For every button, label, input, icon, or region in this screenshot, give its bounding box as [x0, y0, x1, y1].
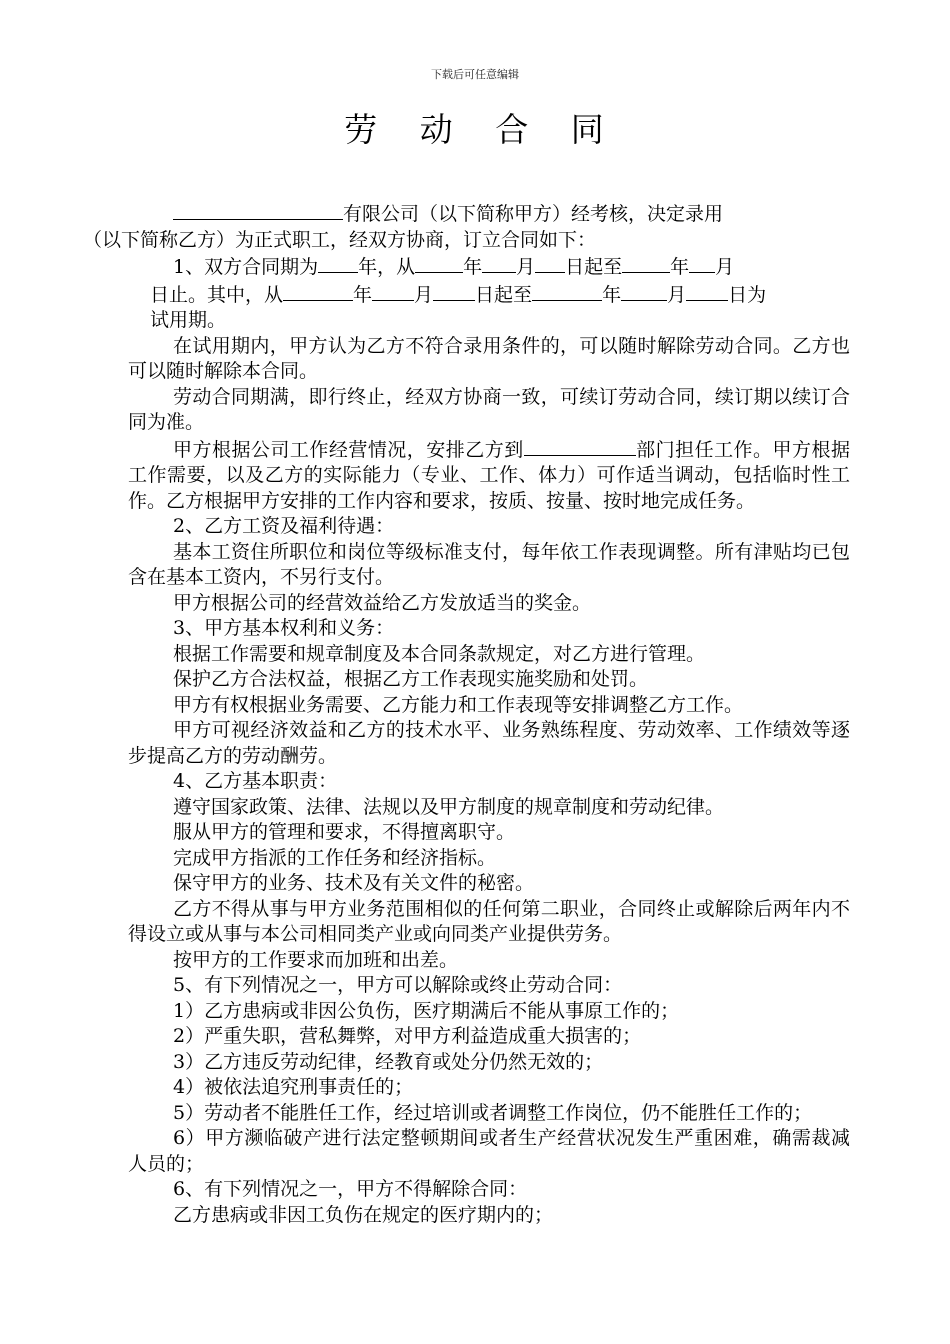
- header-note: 下载后可任意编辑: [431, 68, 519, 81]
- paragraph: 遵守国家政策、法律、法规以及甲方制度的规章制度和劳动纪律。: [173, 795, 725, 818]
- paragraph: 甲方有权根据业务需要、乙方能力和工作表现等安排调整乙方工作。: [173, 693, 744, 716]
- paragraph: 3、甲方基本权利和义务：: [173, 617, 395, 639]
- paragraph: 在试用期内，甲方认为乙方不符合录用条件的，可以随时解除劳动合同。乙方也可以随时解除本合同。: [128, 334, 850, 382]
- paragraph: 按甲方的工作要求而加班和出差。: [173, 948, 459, 971]
- paragraph: 5、有下列情况之一，甲方可以解除或终止劳动合同：: [173, 974, 623, 996]
- blank-field: [283, 281, 353, 301]
- paragraph: 4）被依法追究刑事责任的；: [173, 1076, 414, 1098]
- blank-field: [532, 281, 602, 301]
- paragraph: 4、乙方基本职责：: [173, 770, 338, 792]
- clause-text: 年: [463, 256, 483, 278]
- paragraph: 保守甲方的业务、技术及有关文件的秘密。: [173, 872, 535, 894]
- clause-text: 月: [414, 283, 434, 306]
- blank-field: [535, 253, 565, 273]
- clause-text: 月: [667, 283, 687, 306]
- paragraph: 服从甲方的管理和要求，不得擅离职守。: [173, 821, 516, 843]
- clause-text: 日为: [728, 283, 767, 306]
- dept-text: 甲方根据公司工作经营情况，安排乙方到: [173, 438, 524, 461]
- contract-body: [83, 200, 850, 1228]
- clause-text: 月: [516, 256, 536, 278]
- paragraph: 甲方根据公司的经营效益给乙方发放适当的奖金。: [173, 591, 592, 614]
- clause-text: 试用期。: [150, 309, 227, 331]
- paragraph: 6、有下列情况之一，甲方不得解除合同：: [173, 1178, 528, 1200]
- paragraph: 5）劳动者不能胜任工作，经过培训或者调整工作岗位，仍不能胜任工作的；: [173, 1101, 813, 1124]
- clause-text: 1、双方合同期为: [173, 256, 319, 278]
- intro-paragraph: [83, 200, 850, 253]
- blank-field: [689, 253, 715, 273]
- paragraph: 完成甲方指派的工作任务和经济指标。: [173, 846, 497, 869]
- paragraph: 劳动合同期满，即行终止，经双方协商一致，可续订劳动合同，续订期以续订合同为准。: [128, 385, 850, 433]
- blank-field: [372, 281, 414, 301]
- paragraph: 2、乙方工资及福利待遇：: [173, 515, 395, 537]
- paragraph: 3）乙方违反劳动纪律，经教育或处分仍然无效的；: [173, 1050, 604, 1073]
- paragraph: 6）甲方濒临破产进行法定整顿期间或者生产经营状况发生严重困难，确需裁减人员的；: [128, 1127, 850, 1175]
- department-paragraph: [128, 436, 850, 515]
- paragraph: 保护乙方合法权益，根据乙方工作表现实施奖励和处罚。: [173, 668, 649, 690]
- blank-field: [433, 281, 475, 301]
- clause-text: 日止。其中，从: [150, 283, 284, 306]
- paragraph: 甲方可视经济效益和乙方的技术水平、业务熟练程度、劳动效率、工作绩效等逐步提高乙方的劳动酬劳。: [128, 719, 850, 767]
- clauses-list: [128, 514, 850, 1228]
- clause-1-term-cont: [128, 281, 850, 334]
- clause-text: 年，从: [358, 256, 416, 278]
- dept-text-cont: 部门担任工作。甲方根据工作需要，以及乙方的实际能力（专业、工作、体力）可作适当调动，包括临时性工作。乙方根据甲方安排的工作内容和要求，按质、按量、按时地完成任务。: [128, 438, 850, 512]
- blank-field: [318, 253, 358, 273]
- paragraph: 根据工作需要和规章制度及本合同条款规定，对乙方进行管理。: [173, 642, 706, 665]
- company-name-blank: [173, 200, 343, 220]
- paragraph: 2）严重失职，营私舞弊，对甲方利益造成重大损害的；: [173, 1025, 642, 1047]
- blank-field: [415, 253, 463, 273]
- paragraph: 乙方不得从事与甲方业务范围相似的任何第二职业，合同终止或解除后两年内不得设立或从事与本公司相同类产业或向同类产业提供劳务。: [128, 897, 850, 945]
- paragraph: 基本工资住所职位和岗位等级标准支付，每年依工作表现调整。所有津贴均已包含在基本工资内，不另行支付。: [128, 540, 850, 588]
- paragraph: 1）乙方患病或非因公负伤，医疗期满后不能从事原工作的；: [173, 999, 680, 1022]
- clause-text: 年: [602, 283, 622, 306]
- clause-text: 年: [353, 283, 373, 306]
- clause-text: 日起至: [565, 256, 623, 278]
- document-title: 劳 动 合 同: [344, 110, 620, 149]
- blank-field: [621, 281, 667, 301]
- paragraph: 乙方患病或非因工负伤在规定的医疗期内的；: [173, 1203, 554, 1226]
- clause-text: 月: [715, 256, 735, 278]
- blank-field: [622, 253, 670, 273]
- clause-text: 日起至: [475, 283, 533, 306]
- intro-text-cont: （以下简称乙方）为正式职工，经双方协商，订立合同如下：: [83, 228, 597, 251]
- blank-field: [686, 281, 728, 301]
- department-blank: [524, 436, 636, 456]
- clause-text: 年: [670, 256, 690, 278]
- blank-field: [482, 253, 516, 273]
- intro-text: 有限公司（以下简称甲方）经考核，决定录用: [343, 203, 724, 225]
- clause-1-term: [128, 253, 850, 281]
